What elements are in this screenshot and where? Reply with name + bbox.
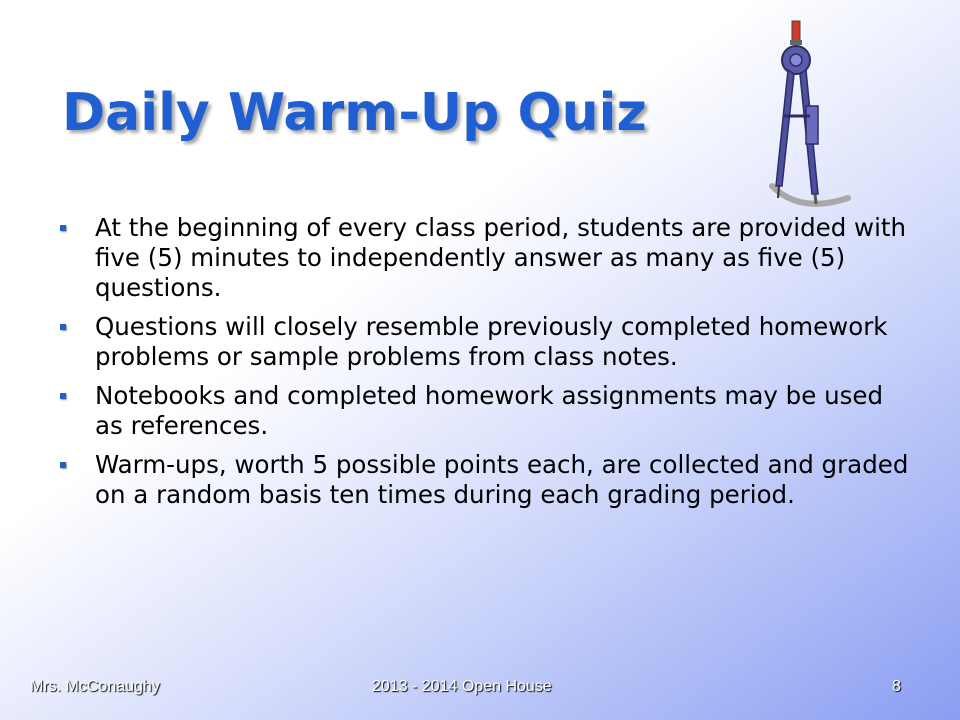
bullet-item <box>58 213 918 303</box>
bullet-item <box>58 312 918 372</box>
bullet-text: Notebooks and completed homework assignments may be used as references. <box>95 381 884 440</box>
bullet-item <box>58 450 918 510</box>
bullet-square-icon <box>60 393 66 399</box>
slide-number: 8 <box>892 678 901 695</box>
bullet-text: Warm-ups, worth 5 possible points each, are collected and graded on a random basis ten times during each grading period. <box>95 450 909 509</box>
bullet-text: Questions will closely resemble previously completed homework problems or sample problems from class notes. <box>95 312 888 371</box>
footer-event: 2013 - 2014 Open House <box>372 678 552 695</box>
footer-author: Mrs. McConaughy <box>30 678 160 695</box>
bullet-square-icon <box>60 462 66 468</box>
drawing-compass-icon <box>760 18 860 208</box>
bullet-list <box>58 213 918 519</box>
bullet-text: At the beginning of every class period, students are provided with five (5) minutes to independently answer as many as five (5) questions. <box>95 213 907 302</box>
bullet-square-icon <box>60 324 66 330</box>
bullet-square-icon <box>60 225 66 231</box>
slide-title: Daily Warm-Up Quiz <box>62 83 647 143</box>
bullet-item <box>58 381 918 441</box>
